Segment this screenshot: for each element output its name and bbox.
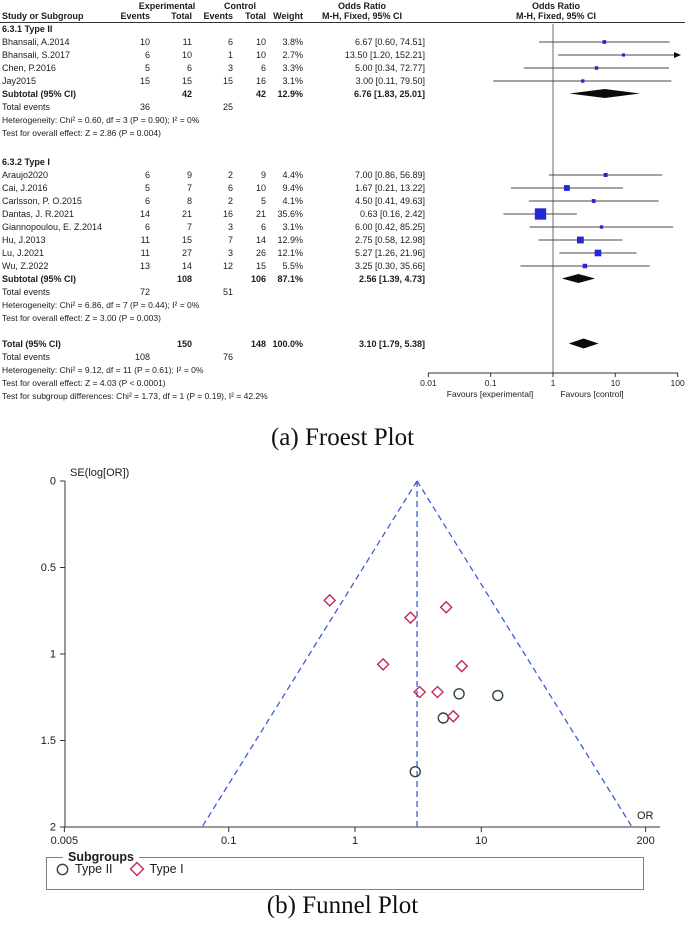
ctrl-events: 2 bbox=[227, 196, 233, 206]
ctrl-total: 26 bbox=[255, 248, 266, 258]
col-header-experimental: Experimental bbox=[138, 1, 196, 11]
total-events-label: Total events bbox=[2, 287, 51, 297]
total-events-ctrl: 76 bbox=[222, 352, 233, 362]
col-header-study: Study or Subgroup bbox=[2, 11, 84, 21]
subgroup-title: 6.3.2 Type I bbox=[2, 157, 50, 167]
favours-control-label: Favours [control] bbox=[560, 389, 624, 399]
or-ci-value: 3.25 [0.30, 35.66] bbox=[354, 261, 425, 271]
exp-events: 5 bbox=[144, 63, 150, 73]
funnel-point-circle bbox=[454, 689, 464, 699]
study-label: Hu, J.2013 bbox=[2, 235, 46, 245]
ctrl-events: 6 bbox=[227, 37, 233, 47]
col-header-total: Total bbox=[171, 11, 192, 21]
funnel-plot bbox=[0, 466, 685, 854]
heterogeneity-note: Heterogeneity: Chi² = 0.60, df = 3 (P = 0.90); I² = 0% bbox=[2, 115, 200, 125]
ctrl-events: 16 bbox=[222, 209, 233, 219]
x-tick-label: 0.005 bbox=[50, 835, 79, 847]
effect-square bbox=[581, 79, 584, 82]
effect-square bbox=[604, 173, 608, 177]
col-header-control: Control bbox=[224, 1, 256, 11]
funnel-legend-title: Subgroups bbox=[68, 850, 134, 864]
exp-events: 15 bbox=[139, 76, 150, 86]
effect-square bbox=[535, 208, 546, 219]
study-label: Chen, P.2016 bbox=[2, 63, 56, 73]
ctrl-total: 6 bbox=[260, 222, 266, 232]
weight-value: 5.5% bbox=[282, 261, 303, 271]
col-header-odds-ratio: Odds Ratio bbox=[337, 1, 387, 11]
weight-value: 3.1% bbox=[282, 222, 303, 232]
x-tick-label: 1 bbox=[351, 835, 359, 847]
ctrl-events: 3 bbox=[227, 248, 233, 258]
pooled-diamond bbox=[562, 274, 595, 283]
ctrl-total: 42 bbox=[255, 89, 266, 99]
weight-value: 100.0% bbox=[272, 339, 303, 349]
effect-square bbox=[583, 264, 587, 268]
study-label: Dantas, J. R.2021 bbox=[2, 209, 75, 219]
ctrl-events: 7 bbox=[227, 235, 233, 245]
total-events-label: Total events bbox=[2, 352, 51, 362]
weight-value: 12.9% bbox=[277, 89, 303, 99]
weight-value: 4.1% bbox=[282, 196, 303, 206]
ctrl-events: 12 bbox=[222, 261, 233, 271]
exp-total: 6 bbox=[186, 63, 192, 73]
x-tick-label: 10 bbox=[475, 835, 488, 847]
ctrl-events: 6 bbox=[227, 183, 233, 193]
or-ci-value: 3.10 [1.79, 5.38] bbox=[358, 339, 425, 349]
study-label: Cai, J.2016 bbox=[2, 183, 48, 193]
or-ci-value: 7.00 [0.86, 56.89] bbox=[354, 170, 425, 180]
col-header-events: Events bbox=[203, 11, 233, 21]
funnel-point-diamond bbox=[448, 711, 459, 722]
ctrl-events: 3 bbox=[227, 63, 233, 73]
exp-total: 14 bbox=[181, 261, 192, 271]
overall-test-note: Test for overall effect: Z = 4.03 (P < 0.0001) bbox=[2, 378, 166, 388]
or-ci-value: 6.00 [0.42, 85.25] bbox=[354, 222, 425, 232]
overall-test-note: Test for overall effect: Z = 3.00 (P = 0.003) bbox=[2, 313, 161, 323]
funnel-left-edge bbox=[202, 481, 417, 827]
exp-events: 11 bbox=[140, 235, 150, 245]
ctrl-events: 1 bbox=[227, 50, 233, 60]
funnel-point-diamond bbox=[324, 595, 335, 606]
weight-value: 3.1% bbox=[282, 76, 303, 86]
study-label: Bhansali, A.2014 bbox=[2, 37, 70, 47]
subgroup-test-note: Test for subgroup differences: Chi² = 1.73, df = 1 (P = 0.19), I² = 42.2% bbox=[2, 391, 268, 401]
ctrl-events: 2 bbox=[227, 170, 233, 180]
effect-square bbox=[564, 185, 570, 191]
or-ci-value: 6.67 [0.60, 74.51] bbox=[354, 37, 425, 47]
pooled-label: Subtotal (95% CI) bbox=[2, 274, 77, 284]
ctrl-total: 148 bbox=[250, 339, 266, 349]
ci-arrow-right bbox=[674, 52, 681, 58]
ctrl-total: 16 bbox=[255, 76, 266, 86]
axis-tick-label: 0.1 bbox=[484, 378, 497, 388]
weight-value: 12.9% bbox=[277, 235, 303, 245]
x-tick-label: 200 bbox=[636, 835, 655, 847]
graph-header-odds-ratio: Odds Ratio bbox=[531, 1, 581, 11]
col-header-total: Total bbox=[245, 11, 266, 21]
ctrl-total: 9 bbox=[260, 170, 266, 180]
exp-events: 6 bbox=[144, 222, 150, 232]
or-ci-value: 5.27 [1.26, 21.96] bbox=[354, 248, 425, 258]
type1-diamond-icon bbox=[129, 861, 145, 877]
ctrl-total: 14 bbox=[255, 235, 266, 245]
exp-events: 13 bbox=[139, 261, 150, 271]
exp-total: 15 bbox=[181, 235, 192, 245]
ctrl-total: 6 bbox=[260, 63, 266, 73]
or-ci-value: 6.76 [1.83, 25.01] bbox=[353, 89, 425, 99]
ctrl-events: 15 bbox=[222, 76, 233, 86]
funnel-point-diamond bbox=[456, 661, 467, 672]
funnel-point-circle bbox=[438, 713, 448, 723]
x-axis-label: OR bbox=[637, 810, 654, 822]
weight-value: 9.4% bbox=[282, 183, 303, 193]
exp-events: 6 bbox=[144, 196, 150, 206]
pooled-diamond bbox=[569, 339, 599, 349]
study-label: Bhansali, S.2017 bbox=[2, 50, 71, 60]
weight-value: 4.4% bbox=[282, 170, 303, 180]
legend-item-type2 bbox=[55, 862, 113, 877]
funnel-legend-box bbox=[46, 850, 644, 890]
subgroup-title: 6.3.1 Type II bbox=[2, 24, 53, 34]
study-label: Lu, J.2021 bbox=[2, 248, 45, 258]
weight-value: 12.1% bbox=[277, 248, 303, 258]
ctrl-total: 15 bbox=[255, 261, 266, 271]
ctrl-total: 21 bbox=[255, 209, 266, 219]
col-header-events: Events bbox=[120, 11, 150, 21]
heterogeneity-note: Heterogeneity: Chi² = 6.86, df = 7 (P = 0.44); I² = 0% bbox=[2, 300, 200, 310]
weight-value: 87.1% bbox=[277, 274, 303, 284]
y-tick-label: 0.5 bbox=[40, 562, 56, 574]
effect-square bbox=[622, 53, 625, 56]
y-tick-label: 0 bbox=[49, 475, 56, 488]
forest-plot bbox=[0, 0, 685, 412]
funnel-point-diamond bbox=[405, 612, 416, 623]
total-events-exp: 72 bbox=[139, 287, 150, 297]
pooled-label: Total (95% CI) bbox=[2, 339, 61, 349]
ctrl-total: 10 bbox=[255, 37, 266, 47]
funnel-legend-items bbox=[55, 861, 635, 877]
effect-square bbox=[592, 199, 596, 203]
exp-total: 108 bbox=[176, 274, 192, 284]
ctrl-total: 5 bbox=[260, 196, 266, 206]
exp-events: 5 bbox=[144, 183, 150, 193]
study-label: Araujo2020 bbox=[2, 170, 49, 180]
axis-tick-label: 1 bbox=[550, 378, 556, 388]
funnel-point-circle bbox=[410, 767, 420, 777]
ctrl-total: 10 bbox=[255, 50, 266, 60]
heterogeneity-note: Heterogeneity: Chi² = 9.12, df = 11 (P = 0.61); I² = 0% bbox=[2, 365, 204, 375]
weight-value: 3.3% bbox=[282, 63, 303, 73]
funnel-point-diamond bbox=[378, 659, 389, 670]
exp-total: 42 bbox=[181, 89, 192, 99]
funnel-point-diamond bbox=[432, 687, 443, 698]
exp-total: 8 bbox=[186, 196, 192, 206]
or-ci-value: 2.75 [0.58, 12.98] bbox=[354, 235, 425, 245]
col-header-weight: Weight bbox=[273, 11, 303, 21]
legend-item-type1 bbox=[129, 861, 184, 877]
col-header-mh: M-H, Fixed, 95% CI bbox=[321, 11, 403, 21]
ctrl-events: 3 bbox=[227, 222, 233, 232]
study-label: Carlsson, P. O.2015 bbox=[2, 196, 82, 206]
weight-value: 2.7% bbox=[282, 50, 303, 60]
exp-events: 10 bbox=[139, 37, 150, 47]
legend-label-type2: Type II bbox=[75, 862, 113, 876]
y-tick-label: 1.5 bbox=[40, 735, 56, 747]
effect-square bbox=[595, 66, 598, 69]
effect-square bbox=[595, 250, 602, 257]
effect-square bbox=[577, 237, 584, 244]
total-events-exp: 36 bbox=[139, 102, 150, 112]
ctrl-total: 106 bbox=[250, 274, 266, 284]
or-ci-value: 0.63 [0.16, 2.42] bbox=[359, 209, 425, 219]
total-events-exp: 108 bbox=[134, 352, 150, 362]
pooled-label: Subtotal (95% CI) bbox=[2, 89, 77, 99]
weight-value: 35.6% bbox=[277, 209, 303, 219]
effect-square bbox=[602, 40, 606, 44]
or-ci-value: 2.56 [1.39, 4.73] bbox=[358, 274, 425, 284]
total-events-ctrl: 51 bbox=[222, 287, 233, 297]
funnel-point-diamond bbox=[441, 602, 452, 613]
exp-total: 7 bbox=[186, 222, 192, 232]
or-ci-value: 3.00 [0.11, 79.50] bbox=[355, 76, 425, 86]
study-label: Jay2015 bbox=[2, 76, 37, 86]
exp-total: 15 bbox=[181, 76, 192, 86]
legend-label-type1: Type I bbox=[149, 862, 184, 876]
exp-events: 14 bbox=[139, 209, 150, 219]
total-events-ctrl: 25 bbox=[222, 102, 233, 112]
or-ci-value: 13.50 [1.20, 152.21] bbox=[344, 50, 425, 60]
overall-test-note: Test for overall effect: Z = 2.86 (P = 0.004) bbox=[2, 128, 161, 138]
exp-events: 11 bbox=[140, 248, 150, 258]
weight-value: 3.8% bbox=[282, 37, 303, 47]
or-ci-value: 4.50 [0.41, 49.63] bbox=[354, 196, 425, 206]
axis-tick-label: 10 bbox=[610, 378, 621, 388]
exp-total: 27 bbox=[181, 248, 192, 258]
exp-total: 11 bbox=[182, 37, 192, 47]
ctrl-total: 10 bbox=[255, 183, 266, 193]
exp-events: 6 bbox=[144, 50, 150, 60]
axis-tick-label: 0.01 bbox=[420, 378, 437, 388]
funnel-point-diamond bbox=[414, 687, 425, 698]
y-axis-label: SE(log[OR]) bbox=[70, 467, 130, 479]
funnel-right-edge bbox=[417, 481, 632, 827]
exp-total: 21 bbox=[181, 209, 192, 219]
pooled-diamond bbox=[569, 89, 640, 98]
y-tick-label: 2 bbox=[49, 821, 56, 834]
exp-total: 9 bbox=[186, 170, 192, 180]
funnel-point-circle bbox=[493, 691, 503, 701]
exp-total: 150 bbox=[176, 339, 192, 349]
exp-total: 7 bbox=[186, 183, 192, 193]
axis-tick-label: 100 bbox=[670, 378, 685, 388]
study-label: Giannopoulou, E. Z.2014 bbox=[2, 222, 103, 232]
effect-square bbox=[600, 225, 603, 228]
exp-events: 6 bbox=[144, 170, 150, 180]
type2-circle-icon bbox=[55, 862, 70, 877]
x-tick-label: 0.1 bbox=[221, 835, 237, 847]
total-events-label: Total events bbox=[2, 102, 51, 112]
or-ci-value: 5.00 [0.34, 72.77] bbox=[354, 63, 425, 73]
y-tick-label: 1 bbox=[49, 648, 56, 661]
caption-funnel-plot: (b) Funnel Plot bbox=[266, 892, 419, 919]
caption-forest-plot: (a) Froest Plot bbox=[270, 424, 415, 451]
or-ci-value: 1.67 [0.21, 13.22] bbox=[354, 183, 425, 193]
favours-experimental-label: Favours [experimental] bbox=[446, 389, 534, 399]
study-label: Wu, Z.2022 bbox=[2, 261, 49, 271]
graph-header-mh: M-H, Fixed, 95% CI bbox=[515, 11, 597, 21]
exp-total: 10 bbox=[181, 50, 192, 60]
